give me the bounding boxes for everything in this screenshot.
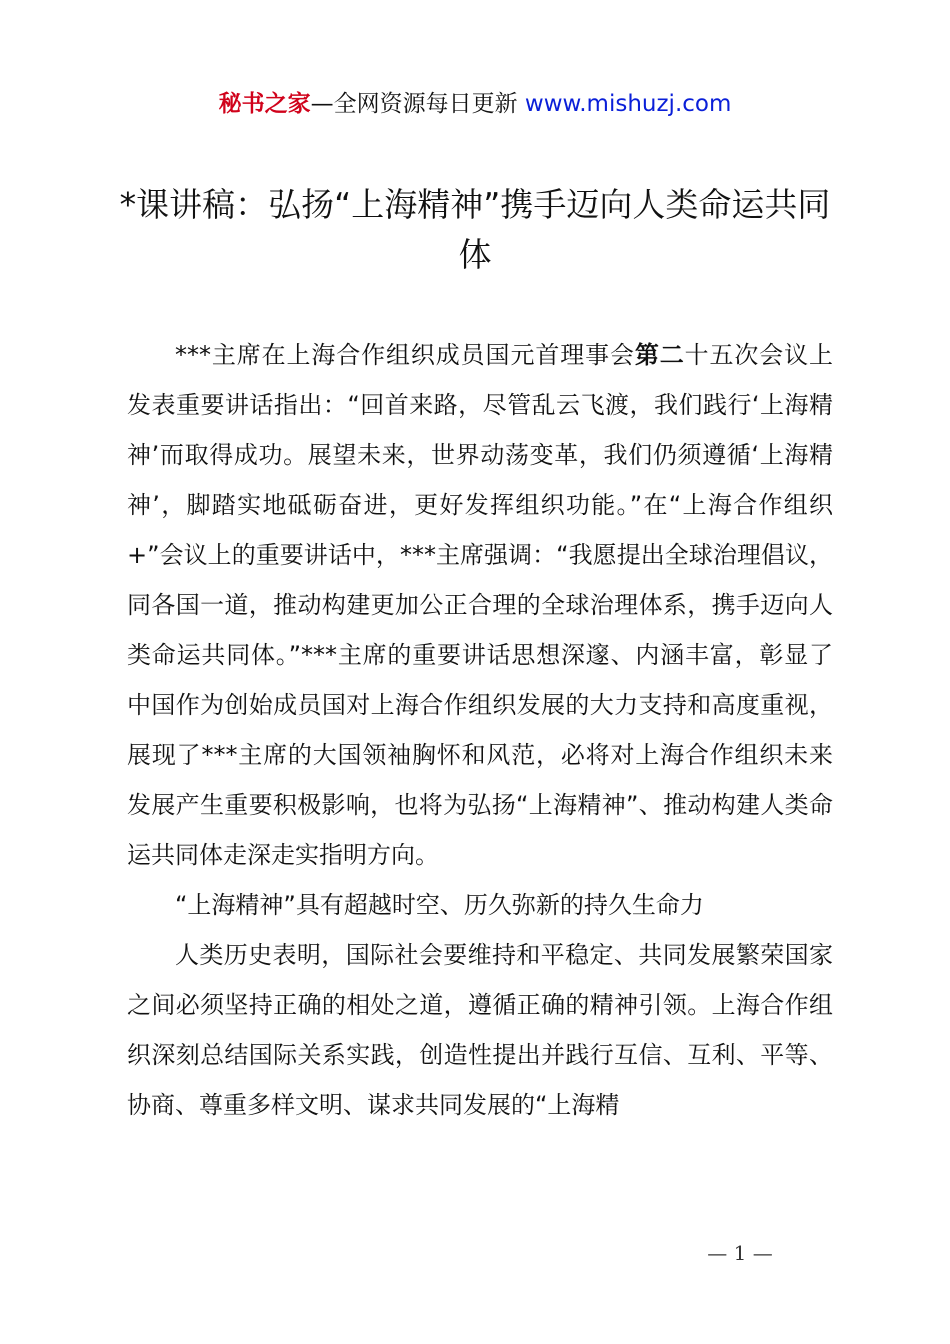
section-subheading: “上海精神”具有超越时空、历久弥新的持久生命力 [175,891,704,919]
site-header [0,86,950,122]
paragraph-1-text-a: ***主席在上海合作组织成员国元首理事会 [175,341,635,369]
paragraph-1 [127,330,833,880]
header-tagline: —全网资源每日更新 [310,91,525,117]
document-body [127,330,833,1130]
brand-name: 秘书之家 [218,91,311,117]
paragraph-1-bold-text: 第二 [634,341,685,369]
site-url-link[interactable]: www.mishuzj.com [524,91,732,117]
page-number: — 1 — [707,1241,773,1265]
document-title: *课讲稿：弘扬“上海精神”携手迈向人类命运共同体 [119,185,831,274]
paragraph-1-text-b: 十五次会议上发表重要讲话指出：“回首来路，尽管乱云飞渡，我们践行‘上海精神’而取得成功。展望未来，世界动荡变革，我们仍须遵循‘上海精神’，脚踏实地砥砺奋进，更好发挥组织功能。”在“上海合作组织+”会议上的重要讲话中，***主席强调：“我愿提出全球治理倡议，同各国一道，推动构建更加公正合理的全球治理体系，携手迈向人类命运共同体。”***主席的重要讲话思想深邃、内涵丰富，彰显了中国作为创始成员国对上海合作组织发展的大力支持和高度重视，展现了***主席的大国领袖胸怀和风范，必将对上海合作组织未来发展产生重要积极影响，也将为弘扬“上海精神”、推动构建人类命运共同体走深走实指明方向。 [127,341,834,869]
paragraph-2: 人类历史表明，国际社会要维持和平稳定、共同发展繁荣国家之间必须坚持正确的相处之道，遵循正确的精神引领。上海合作组织深刻总结国际关系实践，创造性提出并践行互信、互利、平等、协商、尊重多样文明、谋求共同发展的“上海精 [127,941,833,1119]
